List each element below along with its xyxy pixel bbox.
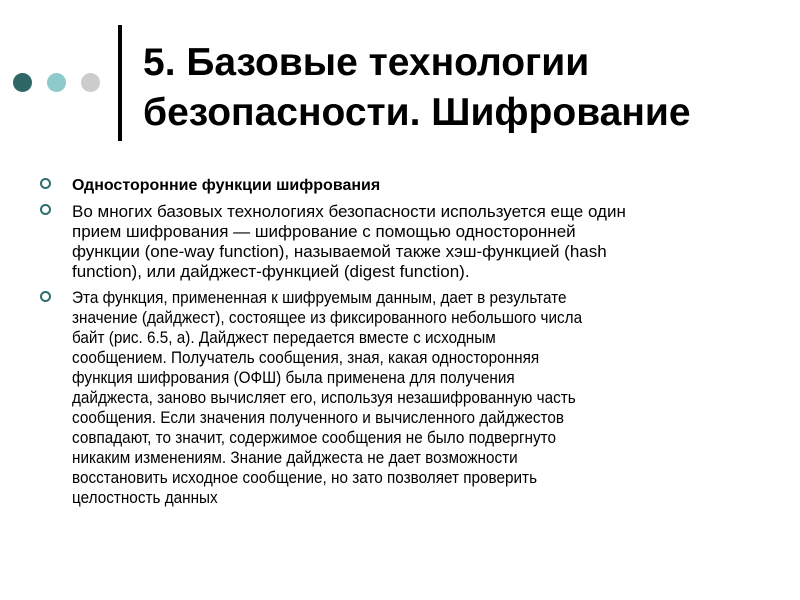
text-line: функция шифрования (ОФШ) была применена для получения	[72, 368, 515, 387]
bullet-icon	[40, 178, 51, 189]
title-line-2: безопасности. Шифрование	[143, 91, 691, 134]
text-line: сообщением. Получатель сообщения, зная, какая односторонняя	[72, 348, 540, 367]
text-line: целостность данных	[72, 488, 218, 507]
decorative-dot-dark	[13, 73, 32, 92]
text-line: значение (дайджест), состоящее из фиксированного небольшого числа	[72, 308, 583, 327]
decorative-dot-gray	[81, 73, 100, 92]
text-line: Односторонние функции шифрования	[72, 177, 381, 194]
decorative-dot-light	[47, 73, 66, 92]
text-line: никаким изменениям. Знание дайджеста не дает возможности	[72, 448, 518, 467]
text-line: Эта функция, примененная к шифруемым данным, дает в результате	[72, 288, 567, 307]
text-line: совпадают, то значит, содержимое сообщения не было подвергнуто	[72, 428, 557, 447]
bullet-icon	[40, 291, 51, 302]
text-line: function), или дайджест-функцией (digest function).	[72, 262, 470, 281]
bullet-icon	[40, 204, 51, 215]
text-line: восстановить исходное сообщение, но зато позволяет проверить	[72, 468, 538, 487]
text-line: Во многих базовых технологиях безопасности используется еще один	[72, 202, 626, 221]
bullet-heading	[72, 176, 380, 196]
text-line: прием шифрования — шифрование с помощью односторонней	[72, 222, 576, 241]
text-line: функции (one-way function), называемой также хэш-функцией (hash	[72, 242, 607, 261]
title-divider	[118, 25, 122, 141]
text-line: байт (рис. 6.5, а). Дайджест передается вместе с исходным	[72, 328, 496, 347]
bullet-paragraph-1	[72, 202, 626, 282]
title-line-1: 5. Базовые технологии	[143, 41, 590, 84]
slide-title	[143, 38, 691, 138]
bullet-paragraph-2	[72, 288, 639, 508]
text-line: сообщения. Если значения полученного и вычисленного дайджестов	[72, 408, 565, 427]
text-line: дайджеста, заново вычисляет его, используя незашифрованную часть	[72, 388, 576, 407]
